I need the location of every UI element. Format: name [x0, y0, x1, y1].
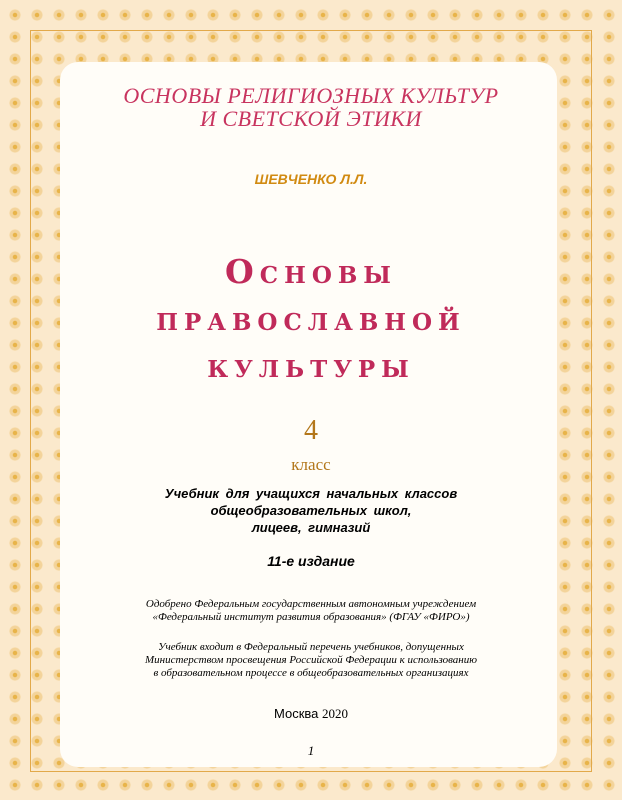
description-line-2: общеобразовательных школ,	[210, 503, 412, 518]
approval-line-1: Одобрено Федеральным государственным автономным учреждением	[145, 598, 477, 610]
description-line-1: Учебник для учащихся начальных классов	[164, 486, 458, 501]
grade-label: класс	[291, 455, 331, 474]
imprint-city: Москва	[273, 706, 319, 721]
list-note-line-3: в образовательном процессе в общеобразовательных организациях	[153, 667, 469, 679]
list-note-line-2: Министерством просвещения Российской Федерации к использованию	[144, 654, 478, 666]
book-title	[0, 248, 622, 389]
series-title	[0, 84, 622, 130]
series-title-line-2: И СВЕТСКОЙ ЭТИКИ	[200, 106, 422, 131]
book-title-line-1: Основы	[225, 252, 397, 291]
list-note-line-1: Учебник входит в Федеральный перечень учебников, допущенных	[158, 641, 464, 653]
page-number: 1	[285, 740, 337, 762]
federal-list-note	[0, 641, 622, 680]
approval-note	[0, 598, 622, 624]
audience-description	[0, 485, 622, 536]
book-title-line-3: культуры	[207, 346, 415, 385]
series-title-line-1: ОСНОВЫ РЕЛИГИОЗНЫХ КУЛЬТУР	[123, 83, 499, 108]
imprint	[0, 706, 622, 722]
grade-number: 4	[304, 415, 318, 446]
edition-label: 11-е издание	[267, 553, 355, 569]
approval-line-2: «Федеральный институт развития образования» (ФГАУ «ФИРО»)	[152, 611, 470, 623]
author-name: ШЕВЧЕНКО Л.Л.	[254, 171, 368, 187]
book-title-line-2: православной	[156, 299, 466, 338]
description-line-3: лицеев, гимназий	[251, 520, 371, 535]
imprint-year: 2020	[322, 706, 348, 721]
